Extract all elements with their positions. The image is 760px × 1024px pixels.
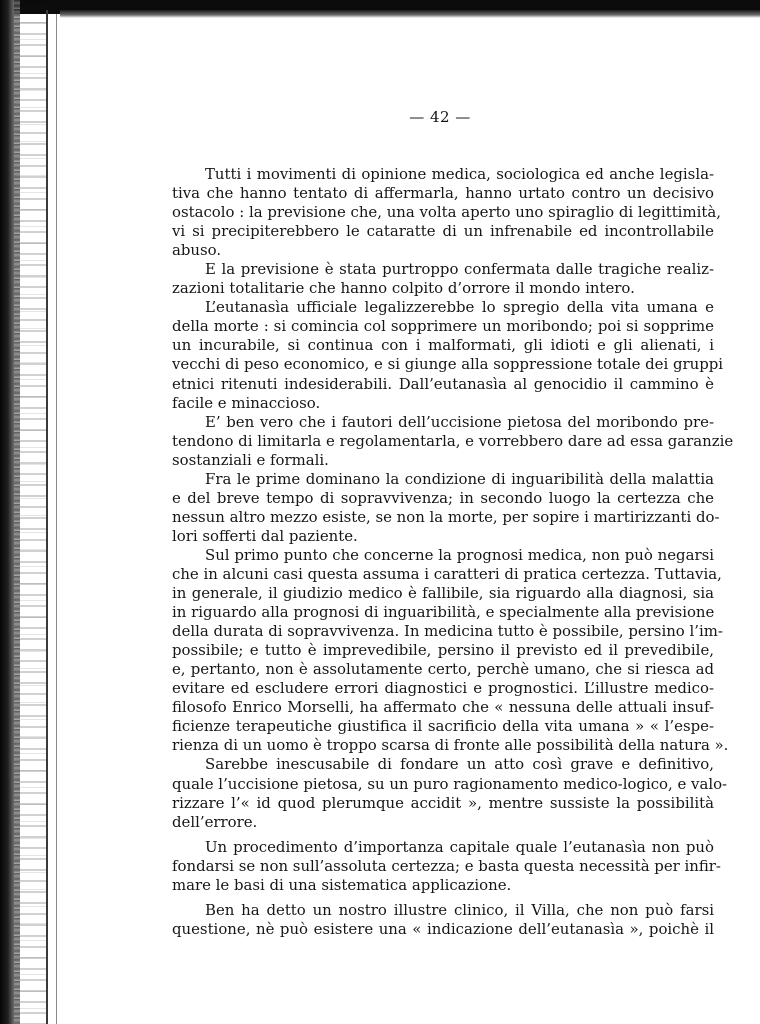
text-line: un incurabile, si continua con i malformati, gli idioti e gli alienati, i [172, 336, 714, 355]
text-line: L’eutanasìa ufficiale legalizzerebbe lo spregio della vita umana e [205, 298, 714, 317]
text-line: Fra le prime dominano la condizione di inguaribilità della malattia [205, 469, 714, 488]
paragraph [172, 412, 734, 470]
text-line: questione, nè può esistere una « indicazione dell’eutanasìa », poichè il [172, 919, 714, 938]
text-line: zazioni totalitarie che hanno colpito d’orrore il mondo intero. [172, 279, 635, 298]
paragraph [172, 545, 729, 756]
text-line: sostanziali e formali. [172, 450, 329, 469]
paragraph [172, 837, 721, 895]
text-line: evitare ed escludere errori diagnostici e prognostici. L’illustre medico- [172, 679, 714, 698]
text-line: e del breve tempo di sopravvivenza; in secondo luogo la certezza che [172, 488, 714, 507]
text-line: rizzare l’« id quod plerumque accidit », mentre sussiste la possibilità [172, 793, 714, 812]
paragraph [172, 755, 728, 831]
text-line: rienza di un uomo è troppo scarsa di fronte alle possibilità della natura ». [172, 736, 729, 755]
scan-top-shadow [60, 10, 760, 18]
paragraph [172, 260, 714, 298]
text-line: mare le basi di una sistematica applicazione. [172, 875, 512, 894]
text-line: etnici ritenuti indesiderabili. Dall’eutanasìa al genocidio il cammino è [172, 374, 714, 393]
text-line: Sarebbe inescusabile di fondare un atto così grave e definitivo, [205, 755, 714, 774]
page-edge-line-inner [56, 14, 57, 1024]
text-line: in riguardo alla prognosi di inguaribilità, e specialmente alla previsione [172, 603, 715, 622]
text-line: E’ ben vero che i fautori dell’uccisione pietosa del moribondo pre- [205, 412, 714, 431]
text-line: Ben ha detto un nostro illustre clinico, il Villa, che non può farsi [205, 900, 714, 919]
text-line: facile e minaccioso. [172, 393, 321, 412]
paragraph [172, 901, 714, 939]
body-text [172, 165, 734, 939]
text-line: tiva che hanno tentato di affermarla, hanno urtato contro un decisivo [172, 184, 714, 203]
text-line: della durata di sopravvivenza. In medicina tutto è possibile, persino l’im- [172, 622, 723, 641]
text-line: E la previsione è stata purtroppo confermata dalle tragiche realiz- [205, 260, 714, 279]
text-line: ostacolo : la previsione che, una volta aperto uno spiraglio di legittimità, [172, 203, 721, 222]
text-line: vecchi di peso economico, e si giunge alla soppressione totale dei gruppi [172, 355, 724, 374]
paragraph [172, 298, 724, 412]
text-line: quale l’uccisione pietosa, su un puro ragionamento medico-logico, e valo- [172, 774, 728, 793]
book-spine-shadow [0, 0, 14, 1024]
binding-noise [20, 0, 46, 1024]
paragraph [172, 469, 720, 546]
text-line: vi si precipiterebbero le cataratte di un infrenabile ed incontrollabile [172, 222, 714, 241]
text-line: filosofo Enrico Morselli, ha affermato che « nessuna delle attuali insuf- [172, 698, 714, 717]
text-line: nessun altro mezzo esiste, se non la morte, per sopire i martirizzanti do- [172, 507, 720, 526]
text-line: Tutti i movimenti di opinione medica, sociologica ed anche legisla- [205, 165, 714, 183]
page-number: — 42 — [409, 108, 471, 126]
text-line: tendono di limitarla e regolamentarla, e vorrebbero dare ad essa garanzie [172, 431, 734, 450]
text-line: dell’errore. [172, 812, 258, 831]
text-line: che in alcuni casi questa assuma i caratteri di pratica certezza. Tuttavia, [172, 564, 722, 583]
text-line: della morte : si comincia col sopprimere un moribondo; poi si sopprime [172, 317, 714, 336]
text-line: possibile; e tutto è imprevedibile, persino il previsto ed il prevedibile, [172, 641, 714, 660]
text-line: Un procedimento d’importanza capitale quale l’eutanasìa non può [205, 837, 714, 856]
text-line: abuso. [172, 241, 222, 260]
paragraph [172, 165, 721, 260]
page-edge-line [46, 10, 48, 1024]
text-line: e, pertanto, non è assolutamente certo, perchè umano, che si riesca ad [172, 660, 714, 679]
text-line: Sul primo punto che concerne la prognosi medica, non può negarsi [205, 545, 714, 564]
text-line: fondarsi se non sull’assoluta certezza; e basta questa necessità per infir- [172, 856, 721, 875]
text-line: ficienze terapeutiche giustifica il sacrificio della vita umana » « l’espe- [172, 717, 714, 736]
text-line: lori sofferti dal paziente. [172, 526, 358, 545]
text-line: in generale, il giudizio medico è fallibile, sia riguardo alla diagnosi, sia [172, 584, 714, 603]
